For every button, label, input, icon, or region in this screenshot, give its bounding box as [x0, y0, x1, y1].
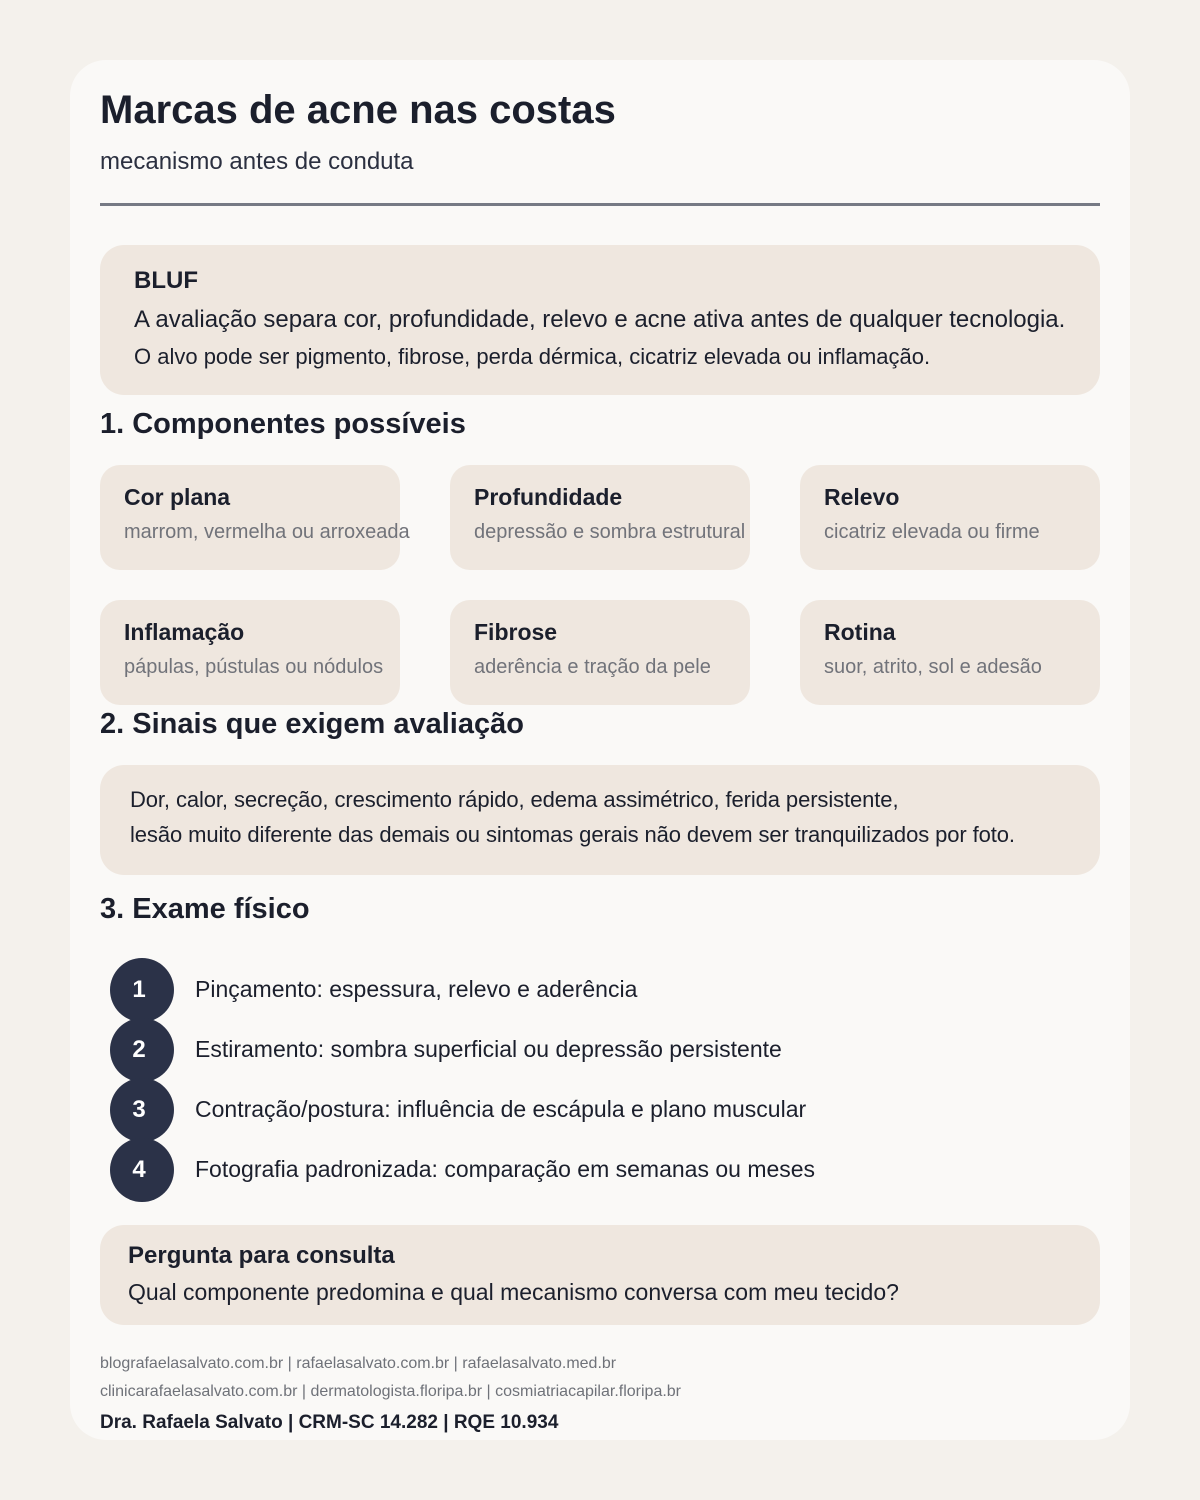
- warning-signs-panel: [100, 765, 1100, 875]
- consultation-question-panel: [100, 1225, 1100, 1325]
- warning-signs-line-2: lesão muito diferente das demais ou sintomas gerais não devem ser tranquilizados por foto.: [130, 822, 1015, 847]
- question-label: Pergunta para consulta: [128, 1242, 395, 1269]
- author-signature: Dra. Rafaela Salvato | CRM-SC 14.282 | RQE 10.934: [100, 1412, 559, 1433]
- bluf-line-1: A avaliação separa cor, profundidade, relevo e acne ativa antes de qualquer tecnologia.: [134, 306, 1066, 333]
- footer-links-2: clinicarafaelasalvato.com.br | dermatologista.floripa.br | cosmiatriacapilar.floripa.br: [100, 1383, 682, 1400]
- component-description: pápulas, pústulas ou nódulos: [124, 656, 384, 678]
- step-text: Fotografia padronizada: comparação em semanas ou meses: [195, 1156, 816, 1182]
- component-description: aderência e tração da pele: [474, 656, 711, 678]
- component-card-inflamacao: [100, 600, 400, 705]
- component-description: depressão e sombra estrutural: [474, 521, 746, 543]
- component-title: Rotina: [824, 619, 896, 645]
- footer-links-1: blografaelasalvato.com.br | rafaelasalvato.com.br | rafaelasalvato.med.br: [100, 1355, 617, 1372]
- step-number-badge: 2: [110, 1018, 174, 1082]
- section-1-heading: 1. Componentes possíveis: [100, 408, 466, 440]
- bluf-panel: [100, 245, 1100, 395]
- component-title: Cor plana: [124, 484, 231, 510]
- step-number-badge: 4: [110, 1138, 174, 1202]
- component-description: suor, atrito, sol e adesão: [824, 656, 1042, 678]
- page-title: Marcas de acne nas costas: [100, 88, 616, 132]
- step-text: Pinçamento: espessura, relevo e aderência: [195, 976, 638, 1002]
- infographic-card: [70, 60, 1130, 1440]
- component-card-fibrose: [450, 600, 750, 705]
- question-text: Qual componente predomina e qual mecanismo conversa com meu tecido?: [128, 1279, 899, 1305]
- warning-signs-line-1: Dor, calor, secreção, crescimento rápido, edema assimétrico, ferida persistente,: [130, 787, 899, 812]
- component-title: Profundidade: [474, 484, 623, 510]
- title-divider: [100, 203, 1100, 206]
- bluf-label: BLUF: [134, 267, 198, 294]
- component-title: Inflamação: [124, 619, 245, 645]
- step-text: Estiramento: sombra superficial ou depressão persistente: [195, 1036, 782, 1062]
- section-3-heading: 3. Exame físico: [100, 893, 310, 925]
- step-number-badge: 3: [110, 1078, 174, 1142]
- bluf-line-2: O alvo pode ser pigmento, fibrose, perda dérmica, cicatriz elevada ou inflamação.: [134, 344, 931, 369]
- step-number-badge: 1: [110, 958, 174, 1022]
- section-2-heading: 2. Sinais que exigem avaliação: [100, 708, 524, 740]
- component-title: Relevo: [824, 484, 900, 510]
- component-description: marrom, vermelha ou arroxeada: [124, 521, 410, 543]
- component-description: cicatriz elevada ou firme: [824, 521, 1040, 543]
- component-card-relevo: [800, 465, 1100, 570]
- component-title: Fibrose: [474, 619, 558, 645]
- component-card-profundidade: [450, 465, 750, 570]
- page-subtitle: mecanismo antes de conduta: [100, 148, 414, 175]
- component-card-rotina: [800, 600, 1100, 705]
- component-card-cor-plana: [100, 465, 410, 570]
- step-text: Contração/postura: influência de escápula e plano muscular: [195, 1096, 807, 1122]
